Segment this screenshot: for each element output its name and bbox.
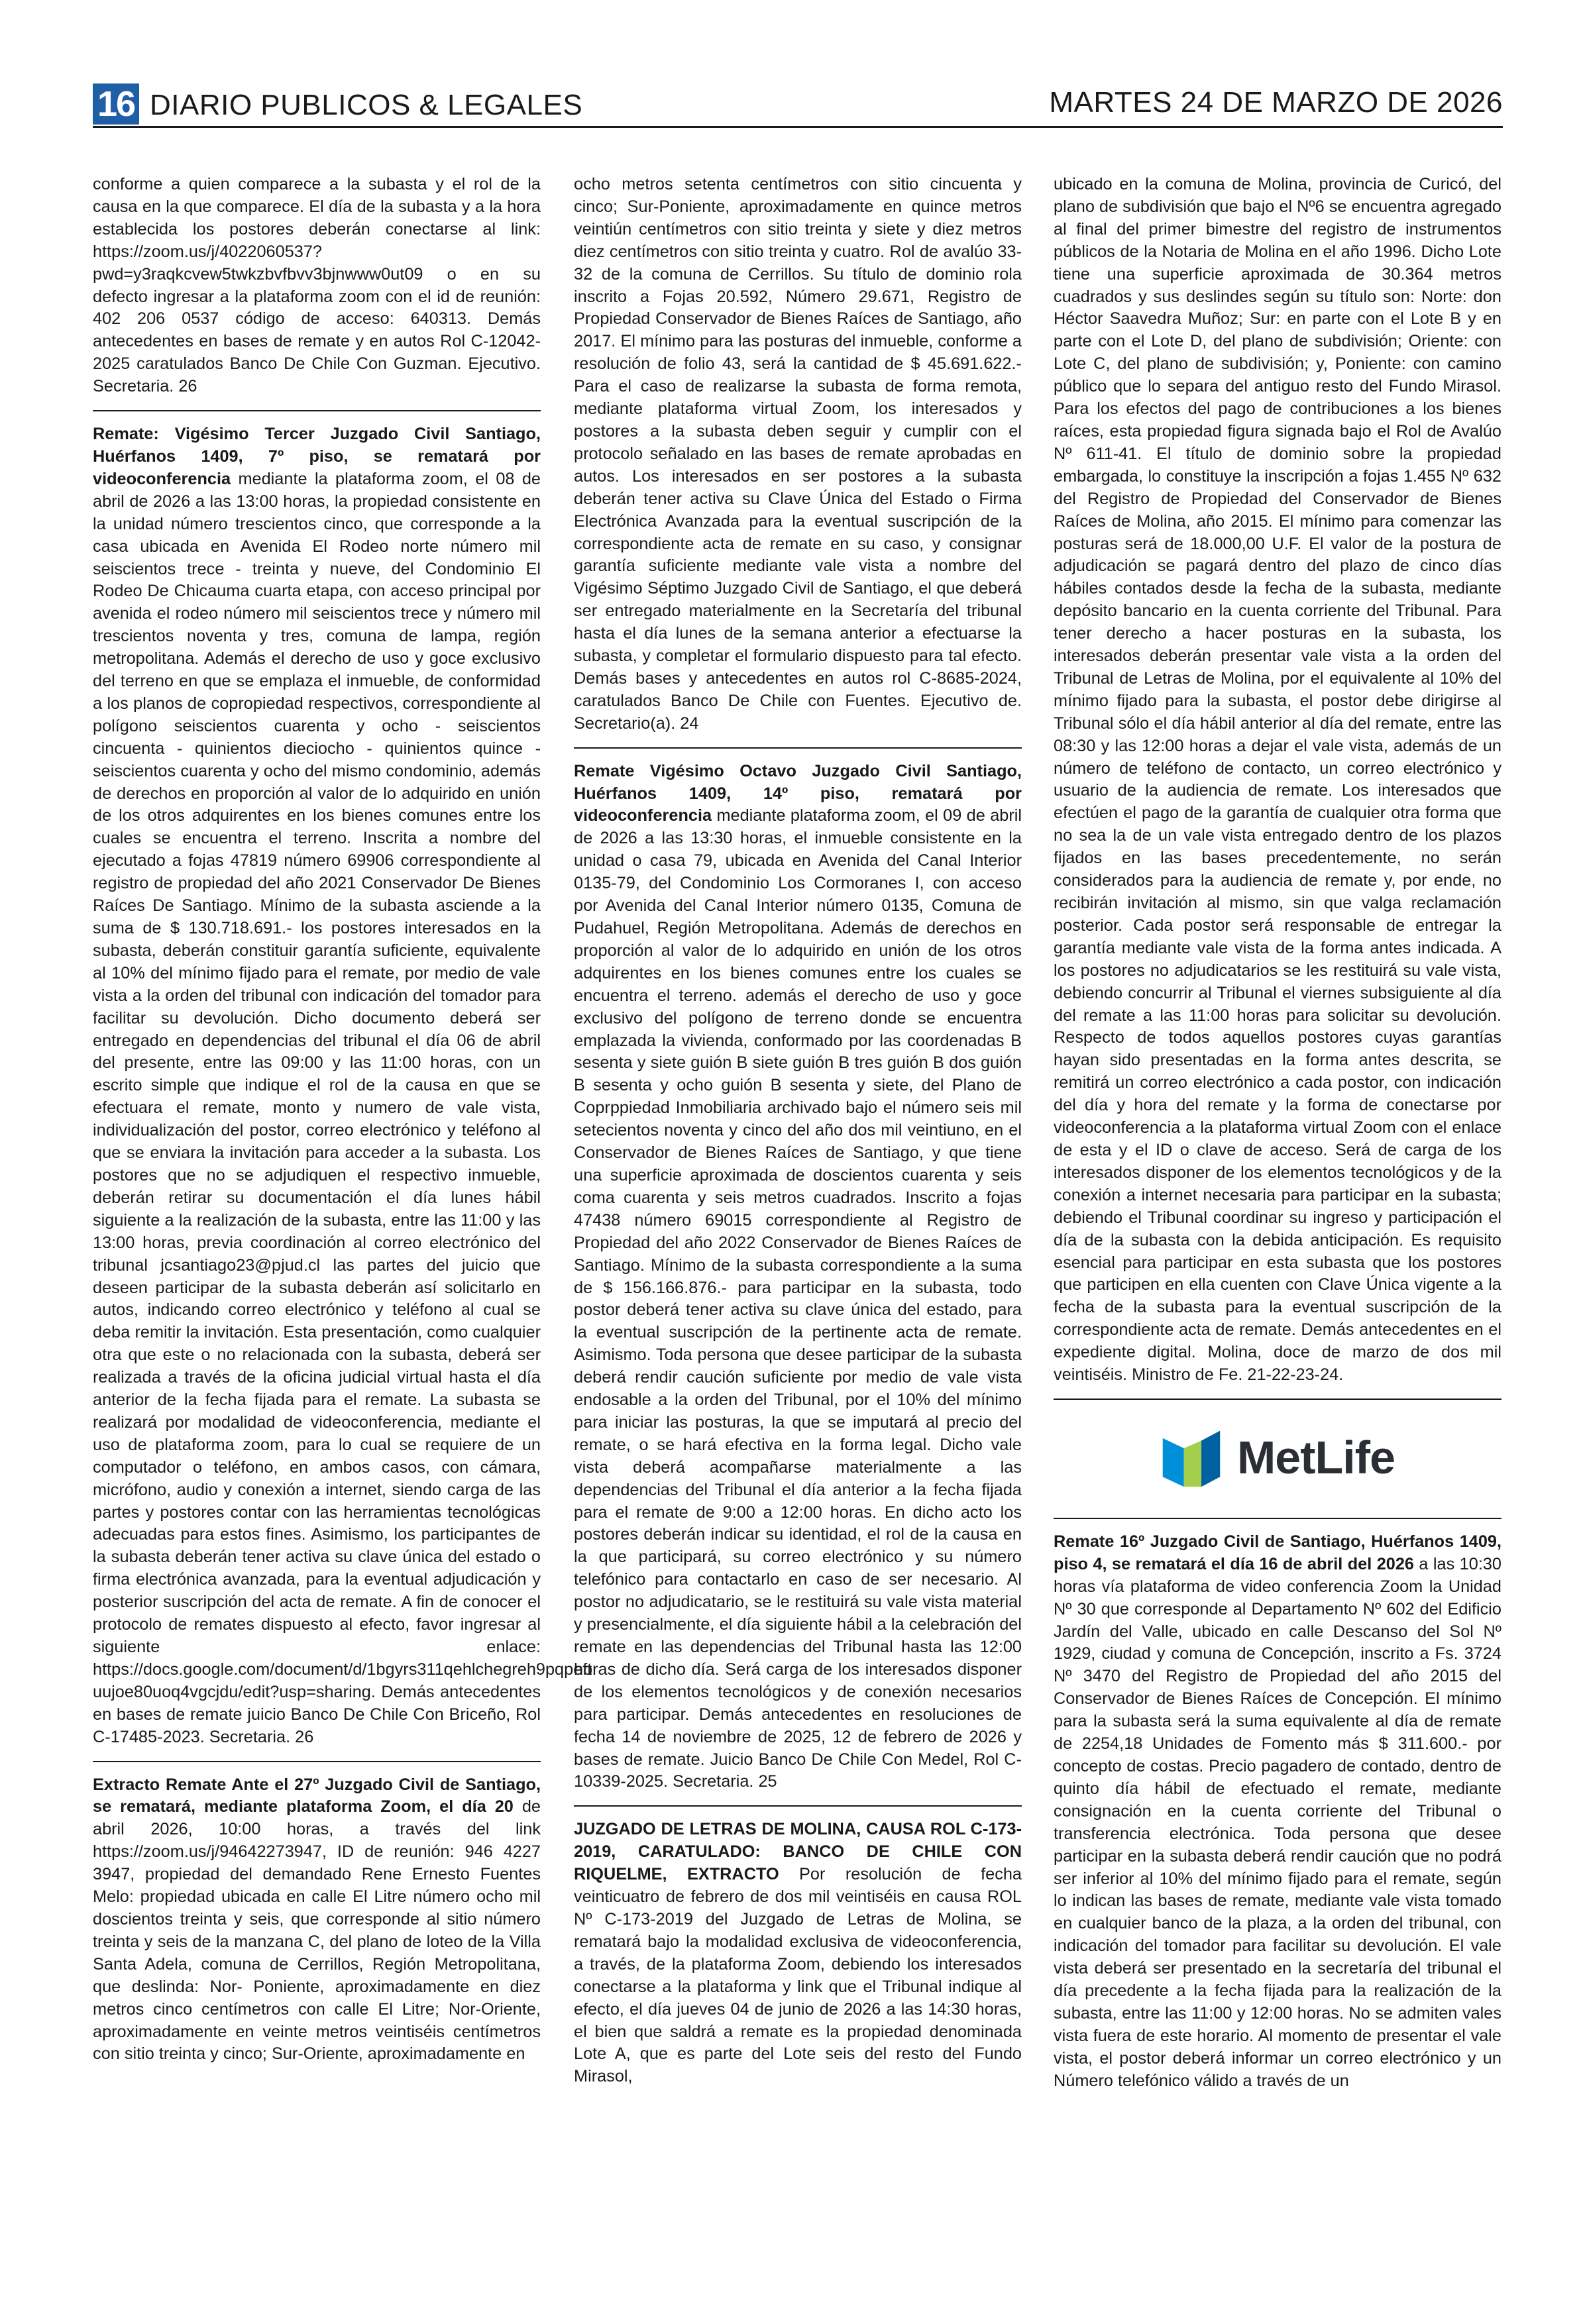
metlife-ad bbox=[1054, 1418, 1501, 1498]
notice-body: de abril 2026, 10:00 horas, a través del link https://zoom.us/j/94642273947, ID de reunión: 946 4227 3947, propiedad del demandado Rene Ernesto Fuentes Melo: propiedad ubicada en calle El Litre número ocho mil doscientos treinta y seis, que corresponde al sitio número treinta y seis de la manzana C, del plano de loteo de la Villa Santa Adela, comuna de Cerrillos, Región Metropolitana, que deslinda: Nor- Poniente, aproximadamente en diez metros cinco centímetros con calle El Litre; Nor-Oriente, aproximadamente en veinte metros veintiséis centímetros con sitio treinta y cinco; Sur-Oriente, aproximadamente en bbox=[93, 1797, 541, 2064]
publication-title: DIARIO PUBLICOS & LEGALES bbox=[150, 89, 583, 121]
legal-notice bbox=[574, 761, 1022, 1794]
notice-body: conforme a quien comparece a la subasta y el rol de la causa en la que comparece. El día de la subasta y a la hora establecida los postores deberán conectarse al link: https://zoom.us/j/4022060537?pwd=y3raqkcvew5twkzbvfbvv3bjnwww0ut09 o en su defecto ingresar a la plataforma zoom con el id de reunión: 402 206 0537 código de acceso: 640313. Demás antecedentes en bases de remate y en autos Rol C-12042-2025 caratulados Banco De Chile Con Guzman. Ejecutivo. Secretaria. 26 bbox=[93, 175, 541, 396]
notice-heading: Remate 16º Juzgado Civil de Santiago, Huérfanos 1409, piso 4, se rematará el día 16 de abril del 2026 bbox=[1054, 1532, 1501, 1573]
notice-separator bbox=[574, 747, 1022, 749]
continued-notice bbox=[93, 174, 541, 398]
legal-notice bbox=[93, 1774, 541, 2066]
notice-separator bbox=[574, 1805, 1022, 1807]
notice-separator bbox=[93, 410, 541, 411]
notice-body: mediante la plataforma zoom, el 08 de abril de 2026 a las 13:00 horas, la propiedad consistente en la unidad número trescientos cinco, que corresponde a la casa ubicada en Avenida El Rodeo norte número mil seiscientos trece - treinta y nueve, del Condominio El Rodeo De Chicauma cuarta etapa, con acceso principal por avenida el rodeo número mil seiscientos trece y número mil trescientos noventa y tres, comuna de lampa, región metropolitana. Además el derecho de uso y goce exclusivo del terreno en que se emplaza el inmueble, de conformidad a los planos de copropiedad respectivos, correspondiente al polígono seiscientos cuarenta y ocho - seiscientos cincuenta - quinientos dieciocho - quinientos quince - seiscientos cuarenta y ocho del mismo condominio, además de derechos en proporción al valor de lo adquirido en unión de los otros adquirentes en los bienes comunes entre los cuales se encuentra el terreno. Inscrita a nombre del ejecutado a fojas 47819 número 69906 correspondiente al registro de propiedad del año 2021 Conservador De Bienes Raíces De Santiago. Mínimo de la subasta asciende a la suma de $ 130.718.691.- los postores interesados en la subasta, deberán constituir garantía suficiente, equivalente al 10% del mínimo fijado para el remate, por medio de vale vista a la orden del tribunal con indicación del tomador para facilitar su devolución. Dicho documento deberá ser entregado en dependencias del tribunal el día 06 de abril del presente, entre las 09:00 y las 11:00 horas, con un escrito simple que indique el rol de la causa en que se efectuara el remate, monto y numero de vale vista, individualización del postor, correo electrónico y teléfono al que se enviara la invitación para acceder a la subasta. Los postores que no se adjudiquen el respectivo inmueble, deberán retirar su documentación el día lunes hábil siguiente a la realización de la subasta, entre las 11:00 y las 13:00 horas, previa coordinación al correo electrónico del tribunal jcsantiago23@pjud.cl las partes del juicio que deseen participar de la subasta deberán así solicitarlo en autos, indicando correo electrónico y teléfono al cual se deba remitir la invitación. Esta presentación, como cualquier otra que este o no relacionada con la subasta, deberá ser realizada a través de la oficina judicial virtual hasta el día anterior de la fecha fijada para el remate. La subasta se realizará por modalidad de videoconferencia, mediante el uso de plataforma zoom, para lo cual se requiere de un computador o teléfono, en ambos casos, con cámara, micrófono, audio y conexión a internet, siendo carga de las partes y postores contar con las herramientas tecnológicas adecuadas para estos fines. Asimismo, los participantes de la subasta deberán tener activa su clave única del estado o firma electrónica avanzada, para la eventual adjudicación y posterior suscripción del acta de remate. A fin de conocer el protocolo de remates dispuesto al efecto, favor ingresar al siguiente enlace: https://docs.google.com/document/d/1bgyrs311qehlchegreh9pqpeft uujoe80uoq4vgcjdu/edit?usp=sharing. Demás antecedentes en bases de remate juicio Banco De Chile Con Briceño, Rol C-17485-2023. Secretaria. 26 bbox=[93, 469, 592, 1746]
column-2 bbox=[574, 174, 1022, 2088]
notice-heading: JUZGADO DE LETRAS DE MOLINA, CAUSA ROL C-173-2019, CARATULADO: BANCO DE CHILE CON RIQUELME, EXTRACTO bbox=[574, 1820, 1022, 1884]
notice-heading: Remate: Vigésimo Tercer Juzgado Civil Santiago, Huérfanos 1409, 7º piso, se rematará por videoconferencia bbox=[93, 425, 541, 488]
continued-notice bbox=[1054, 174, 1501, 1387]
page-number: 16 bbox=[93, 83, 139, 125]
legal-notice bbox=[574, 1819, 1022, 2088]
notice-heading: Remate Vigésimo Octavo Juzgado Civil Santiago, Huérfanos 1409, 14º piso, rematará por videoconferencia bbox=[574, 761, 1022, 825]
notice-body: ubicado en la comuna de Molina, provincia de Curicó, del plano de subdivisión que bajo el Nº6 se encuentra agregado al final del primer bimestre del registro de instrumentos públicos de la Notaria de Molina en el año 1996. Dicho Lote tiene una superficie aproximada de 30.364 metros cuadrados y sus deslindes según su título son: Norte: don Héctor Saavedra Muñoz; Sur: en parte con el Lote B y en parte con el Lote D, del plano de subdivisión; Oriente: con Lote C, del plano de subdivisión; y, Poniente: con camino público que lo separa del antiguo resto del Fundo Mirasol. Para los efectos del pago de contribuciones a los bienes raíces, esta propiedad figura signada bajo el Rol de Avalúo Nº 611-41. El título de dominio sobre la propiedad embargada, lo constituye la inscripción a fojas 1.455 Nº 632 del Registro de Propiedad del Conservador de Bienes Raíces de Molina, año 2015. El mínimo para comenzar las posturas será de 18.000,00 U.F. El valor de la postura de adjudicación se pagará dentro del plazo de cinco días hábiles contados desde la fecha de la subasta, mediante depósito bancario en la cuenta corriente del Tribunal. Para tener derecho a hacer posturas en la subasta, los interesados deberán presentar vale vista a la orden del Tribunal de Letras de Molina, por el equivalente al 10% del mínimo fijado para la subasta, el postor debe dirigirse al Tribunal sólo el día hábil anterior al día del remate, entre las 08:30 y las 12:00 horas a dejar el vale vista, además de un número de teléfono de contacto, un correo electrónico y usuario de la audiencia de remate. Los interesados que efectúen el pago de la garantía de cualquier otra forma que no sea la de un vale vista entregado dentro de los plazos fijados en las bases precedentemente, no serán considerados para la audiencia de remate y, por ende, no recibirán invitación al mismo, sin que valga reclamación posterior. Cada postor será responsable de entregar la garantía mediante vale vista de la forma antes indicada. A los postores no adjudicatarios se les restituirá su vale vista, debiendo concurrir al Tribunal el viernes subsiguiente al día del remate a las 11:00 horas para solicitar su devolución. Respecto de todos aquellos postores cuyas garantías hayan sido presentadas en la forma antes descrita, se remitirá un correo electrónico a cada postor, con indicación del día y hora del remate y la forma de conectarse por videoconferencia a la plataforma virtual Zoom con el enlace de esta y el ID o clave de acceso. Será de carga de los interesados disponer de los elementos tecnológicos y de la conexión a internet necesaria para participar en la subasta; debiendo el Tribunal coordinar su ingreso y participación el día de la subasta con la debida anticipación. Es requisito esencial para participar en esta subasta que los postores que participen en ella cuenten con Clave Única vigente a la fecha de la subasta para la eventual suscripción de la correspondiente acta de remate. Demás antecedentes en el expediente digital. Molina, doce de marzo de dos mil veintiséis. Ministro de Fe. 21-22-23-24. bbox=[1054, 175, 1501, 1385]
notice-body: ocho metros setenta centímetros con sitio cincuenta y cinco; Sur-Poniente, aproximadamente en quince metros veintiún centímetros con sitio treinta y siete y diez metros diez centímetros con sitio treinta y cuatro. Rol de avalúo 33-32 de la comuna de Cerrillos. Su título de dominio rola inscrito a Fojas 20.592, Número 29.671, Registro de Propiedad Conservador de Bienes Raíces de Santiago, año 2017. El mínimo para las posturas del inmueble, conforme a resolución de folio 43, será la cantidad de $ 45.691.622.- Para el caso de realizarse la subasta de forma remota, mediante plataforma virtual Zoom, los interesados y postores a la subasta deben seguir y cumplir con el protocolo señalado en las bases de remate aprobadas en autos. Los interesados en ser postores a la subasta deberán tener activa su Clave Única del Estado o Firma Electrónica Avanzada para la eventual suscripción de la correspondiente acta de remate en su caso, y consignar garantía suficiente mediante vale vista a nombre del Vigésimo Séptimo Juzgado Civil de Santiago, el que deberá ser entregado materialmente en la Secretaría del tribunal hasta el día lunes de la semana anterior a efectuarse la subasta, y completar el formulario dispuesto para tal efecto. Demás bases y antecedentes en autos rol C-8685-2024, caratulados Banco De Chile con Fuentes. Ejecutivo de. Secretario(a). 24 bbox=[574, 175, 1022, 733]
notice-body: a las 10:30 horas vía plataforma de video conferencia Zoom la Unidad Nº 30 que corresponde al Departamento Nº 602 del Edificio Jardín del Valle, ubicado en calle Descanso del Sol Nº 1929, ciudad y comuna de Concepción, inscrito a Fs. 3724 Nº 3470 del Registro de Propiedad del año 2015 del Conservador de Bienes Raíces de Concepción. El mínimo para la subasta será la suma equivalente al día de remate de 2254,18 Unidades de Fomento más $ 311.600.- por concepto de costas. Precio pagadero de contado, dentro de quinto día hábil de efectuado el remate, mediante consignación en la cuenta corriente del Tribunal o transferencia electrónica. Toda persona que desee participar en la subasta deberá rendir caución que no podrá ser inferior al 10% del mínimo fijado para el remate, según lo indican las bases de remate, mediante vale vista tomado en cualquier banco de la plaza, a la orden del tribunal, con indicación del tomador para facilitar su devolución. El vale vista deberá ser presentado en la secretaría del tribunal el día precedente a la fecha fijada para la realización de la subasta, entre las 11:00 y 12:00 horas. No se admiten vales vista fuera de este horario. Al momento de presentar el vale vista, el postor deberá informar un correo electrónico y un Número telefónico válido a través de un bbox=[1054, 1554, 1501, 2090]
notice-heading: Extracto Remate Ante el 27º Juzgado Civil de Santiago, se rematará, mediante plataforma Zoom, el día 20 bbox=[93, 1775, 541, 1817]
issue-date: MARTES 24 DE MARZO DE 2026 bbox=[1049, 86, 1503, 119]
metlife-logo-icon bbox=[1160, 1427, 1223, 1489]
metlife-wordmark: MetLife bbox=[1237, 1431, 1395, 1483]
legal-notice bbox=[93, 423, 592, 1748]
continued-notice bbox=[574, 174, 1022, 735]
column-1 bbox=[93, 174, 592, 2066]
notice-separator bbox=[1054, 1399, 1501, 1400]
notice-separator bbox=[93, 1761, 541, 1762]
header-rule bbox=[93, 126, 1503, 128]
notice-separator bbox=[1054, 1518, 1501, 1519]
legal-notice bbox=[1054, 1531, 1501, 2093]
column-3 bbox=[1054, 174, 1501, 2093]
notice-body: Por resolución de fecha veinticuatro de febrero de dos mil veintiséis en causa ROL Nº C-173-2019 del Juzgado de Letras de Molina, se rematará bajo la modalidad exclusiva de videoconferencia, a través, de la plataforma Zoom, debiendo los interesados conectarse a la plataforma y link que el Tribunal indique al efecto, el día jueves 04 de junio de 2026 a las 14:30 horas, el bien que saldrá a remate es la propiedad denominada Lote A, que es parte del Lote seis del resto del Fundo Mirasol, bbox=[574, 1865, 1022, 2086]
notice-body: mediante plataforma zoom, el 09 de abril de 2026 a las 13:30 horas, el inmueble consistente en la unidad o casa 79, ubicada en Avenida del Canal Interior 0135-79, del Condominio Los Cormoranes I, con acceso por Avenida del Canal Interior número 0135, Comuna de Pudahuel, Región Metropolitana. Además de derechos en proporción al valor de lo adquirido en unión de los otros adquirentes en los bienes comunes entre los cuales se encuentra el terreno. además el derecho de uso y goce exclusivo del polígono de terreno donde se encuentra emplazada la vivienda, conformado por las coordenadas B sesenta y siete guión B siete guión B tres guión B dos guión B sesenta y ocho guión B sesenta y siete, del Plano de Coprppiedad Inmobiliaria archivado bajo el número seis mil setecientos noventa y cinco del año dos mil veintiuno, en el Conservador de Bienes Raíces de Santiago, y que tiene una superficie aproximada de doscientos cuarenta y seis coma cuarenta y seis metros cuadrados. Inscrito a fojas 47438 número 69015 correspondiente al Registro de Propiedad del año 2022 Conservador de Bienes Raíces de Santiago. Mínimo de la subasta correspondiente a la suma de $ 156.166.876.- para participar en la subasta, todo postor deberá tener activa su clave única del estado, para la eventual suscripción de la pertinente acta de remate. Asimismo. Toda persona que desee participar de la subasta deberá rendir caución suficiente por medio de vale vista endosable a la orden del Tribunal, por el 10% del mínimo para iniciar las posturas, la que se imputará al precio del remate, o se hará efectiva en la forma legal. Dicho vale vista deberá acompañarse materialmente a las dependencias del Tribunal el día anterior a la fecha fijada para el remate de 9:00 a 12:00 horas. En dicho acto los postores deberán indicar su identidad, el rol de la causa en la que participará, su correo electrónico y su número telefónico para contactarlo en caso de ser necesario. Al postor no adjudicatario, se le restituirá su vale vista material y presencialmente, el día siguiente hábil a la celebración del remate en las dependencias del Tribunal hasta las 12:00 horas de dicho día. Será carga de los interesados disponer de los elementos tecnológicos y de conexión necesarios para participar. Demás antecedentes en resoluciones de fecha 14 de noviembre de 2025, 12 de febrero de 2026 y bases de remate. Juicio Banco De Chile Con Medel, Rol C-10339-2025. Secretaria. 25 bbox=[574, 806, 1022, 1791]
page-header bbox=[93, 81, 1503, 125]
